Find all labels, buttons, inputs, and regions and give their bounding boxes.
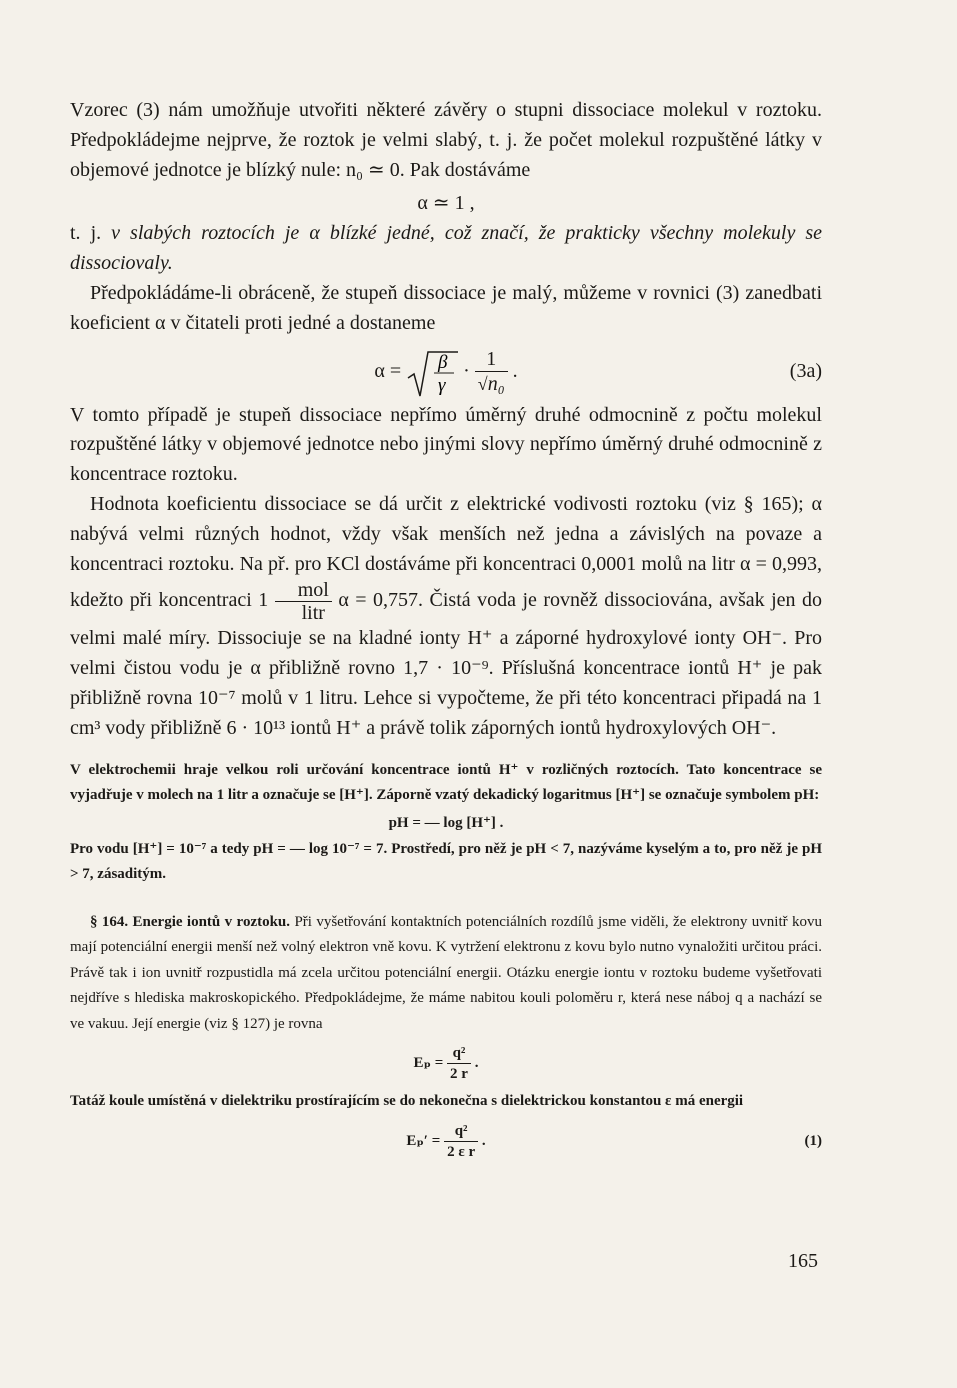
equation-ep-prime-end: . [481, 1132, 486, 1149]
fraction-ep-denominator: 2 r [450, 1066, 468, 1083]
equation-3a-lhs: α = [374, 359, 402, 382]
coefficient-text-a: Hodnota koeficientu dissociace se dá určit z elektrické vodivosti roztoku (viz § 165); α nabývá velmi různých hodnot, vždy však menších než jedna a závislých na povaze a koncentraci roztoku. Na př. pro KCl dostáváme při koncentraci 0,0001 molů na litr α = 0,993, kdežto při koncentraci 1 [70, 492, 822, 612]
fraction-numerator-one: 1 [475, 347, 508, 372]
fraction-ep-prime [444, 1121, 478, 1162]
fraction-ep-prime-numerator: q² [444, 1121, 478, 1142]
equation-alpha-approx [70, 189, 822, 219]
sqrt-denominator-gamma: γ [438, 375, 446, 397]
paragraph-ph-water: Pro vodu [H⁺] = 10⁻⁷ a tedy pH = — log 10⁻⁷ = 7. Prostředí, pro něž je pH < 7, nazýváme kyselým a to, pro něž je pH > 7, zásaditým. [70, 840, 822, 883]
equation-alpha-approx-text: α ≃ 1 , [417, 192, 475, 215]
equation-3a-dot: · [463, 359, 470, 382]
sqrt-beta-over-gamma [406, 342, 458, 402]
paragraph-ph-definition: V elektrochemii hraje velkou roli určování koncentrace iontů H⁺ v rozličných roztocích. Tato koncentrace se vyjadřuje v molech na 1 litr a označuje se [H⁺]. Záporně vzatý dekadický logaritmus [H⁺] se označuje symbolem pH: [70, 761, 822, 804]
coefficient-text-b: α = 0,757. Čistá voda je rovněž dissociována, avšak jen do velmi malé míry. Dissociuje se na kladné ionty H⁺ a záporné hydroxylové ionty OH⁻. Pro velmi čistou vodu je α přibližně rovno 1,7 · 10⁻⁹. Příslušná koncentrace iontů H⁺ je pak přibližně rovna 10⁻⁷ molů v 1 litru. Lehce si vypočteme, že při této koncentraci připadá na 1 cm³ vody přibližně 6 · 10¹³ iontů H⁺ a právě tolik záporných iontů hydroxylových OH⁻. [70, 589, 823, 739]
fraction-ep-numerator: q² [447, 1043, 471, 1064]
paragraph-inverse-proportional: V tomto případě je stupeň dissociace nepřímo úměrný druhé odmocnině z počtu molekul rozpuštěné látky v objemové jednotce nebo jinými slovy nepřímo úměrný druhé odmocnině z koncentrace roztoku. [70, 403, 822, 486]
fraction-ep-prime-denominator: 2 ε r [447, 1143, 476, 1160]
fraction-mol: mol [275, 579, 332, 602]
equation-ph [70, 809, 822, 837]
page-content [70, 96, 822, 1167]
section-164 [70, 910, 822, 1038]
equation-ep [70, 1037, 822, 1089]
paragraph-small-dissociation: Předpokládáme-li obráceně, že stupeň dissociace je malý, můžeme v rovnici (3) zanedbati koeficient α v čitateli proti jedné a dostaneme [70, 281, 822, 334]
equation-label-3a: (3a) [789, 359, 822, 382]
fraction-ep [447, 1043, 471, 1084]
fraction-denominator: √n₀ [477, 373, 505, 396]
equation-ep-lhs: Eₚ = [413, 1055, 444, 1072]
sqrt-numerator-beta: β [438, 352, 448, 374]
equation-3a-end: . [512, 359, 518, 382]
equation-ep-prime-lhs: Eₚ′ = [406, 1132, 441, 1149]
weak-solutions-statement: v slabých roztocích je α blízké jedné, což značí, že prakticky všechny molekuly se dissociovaly. [70, 222, 822, 275]
equation-ph-text: pH = — log [H⁺] . [388, 814, 504, 831]
fraction-mol-per-litr [275, 579, 332, 624]
page-number: 165 [788, 1250, 818, 1272]
equation-label-1: (1) [804, 1132, 822, 1149]
paragraph-weak-solutions [70, 219, 822, 279]
equation-3a [70, 341, 822, 401]
fraction-one-over-sqrt-n0 [475, 347, 508, 396]
sqrt-symbol-icon [406, 348, 458, 398]
fraction-litr: litr [301, 602, 325, 625]
section-164-heading: § 164. Energie iontů v roztoku. [90, 913, 291, 930]
fraction-denominator-n0: n₀ [487, 373, 505, 396]
equation-ep-end: . [474, 1055, 479, 1072]
paragraph-coefficient-value [70, 490, 822, 744]
equation-ep-prime [70, 1115, 822, 1167]
paragraph-dielectric: Tatáž koule umístěná v dielektriku prostírajícím se do nekonečna s dielektrickou konstantou ε má energii [70, 1093, 744, 1110]
paragraph-intro: Vzorec (3) nám umožňuje utvořiti některé závěry o stupni dissociace molekul v roztoku. Předpokládejme nejprve, že roztok je velmi slabý, t. j. že počet molekul rozpuštěné látky v objemové jednotce je blízký nule: n₀ ≃ 0. Pak dostáváme [70, 99, 822, 181]
weak-solutions-prefix: t. j. [70, 222, 112, 245]
section-164-text: Při vyšetřování kontaktních potenciálních rozdílů jsme viděli, že elektrony uvnitř kovu mají potenciální energii menší než volný elektron vně kovu. K vytržení elektronu z kovu bylo nutno vynaložiti určitou práci. Právě tak i ion uvnitř rozpustidla má zcela určitou potenciální energii. Otázku energie iontu v roztoku budeme vyšetřovati nejdříve s hlediska makroskopického. Předpokládejme, že máme nabitou kouli poloměru r, která nese náboj q a nachází se ve vakuu. Její energie (viz § 127) je rovna [70, 913, 822, 1032]
